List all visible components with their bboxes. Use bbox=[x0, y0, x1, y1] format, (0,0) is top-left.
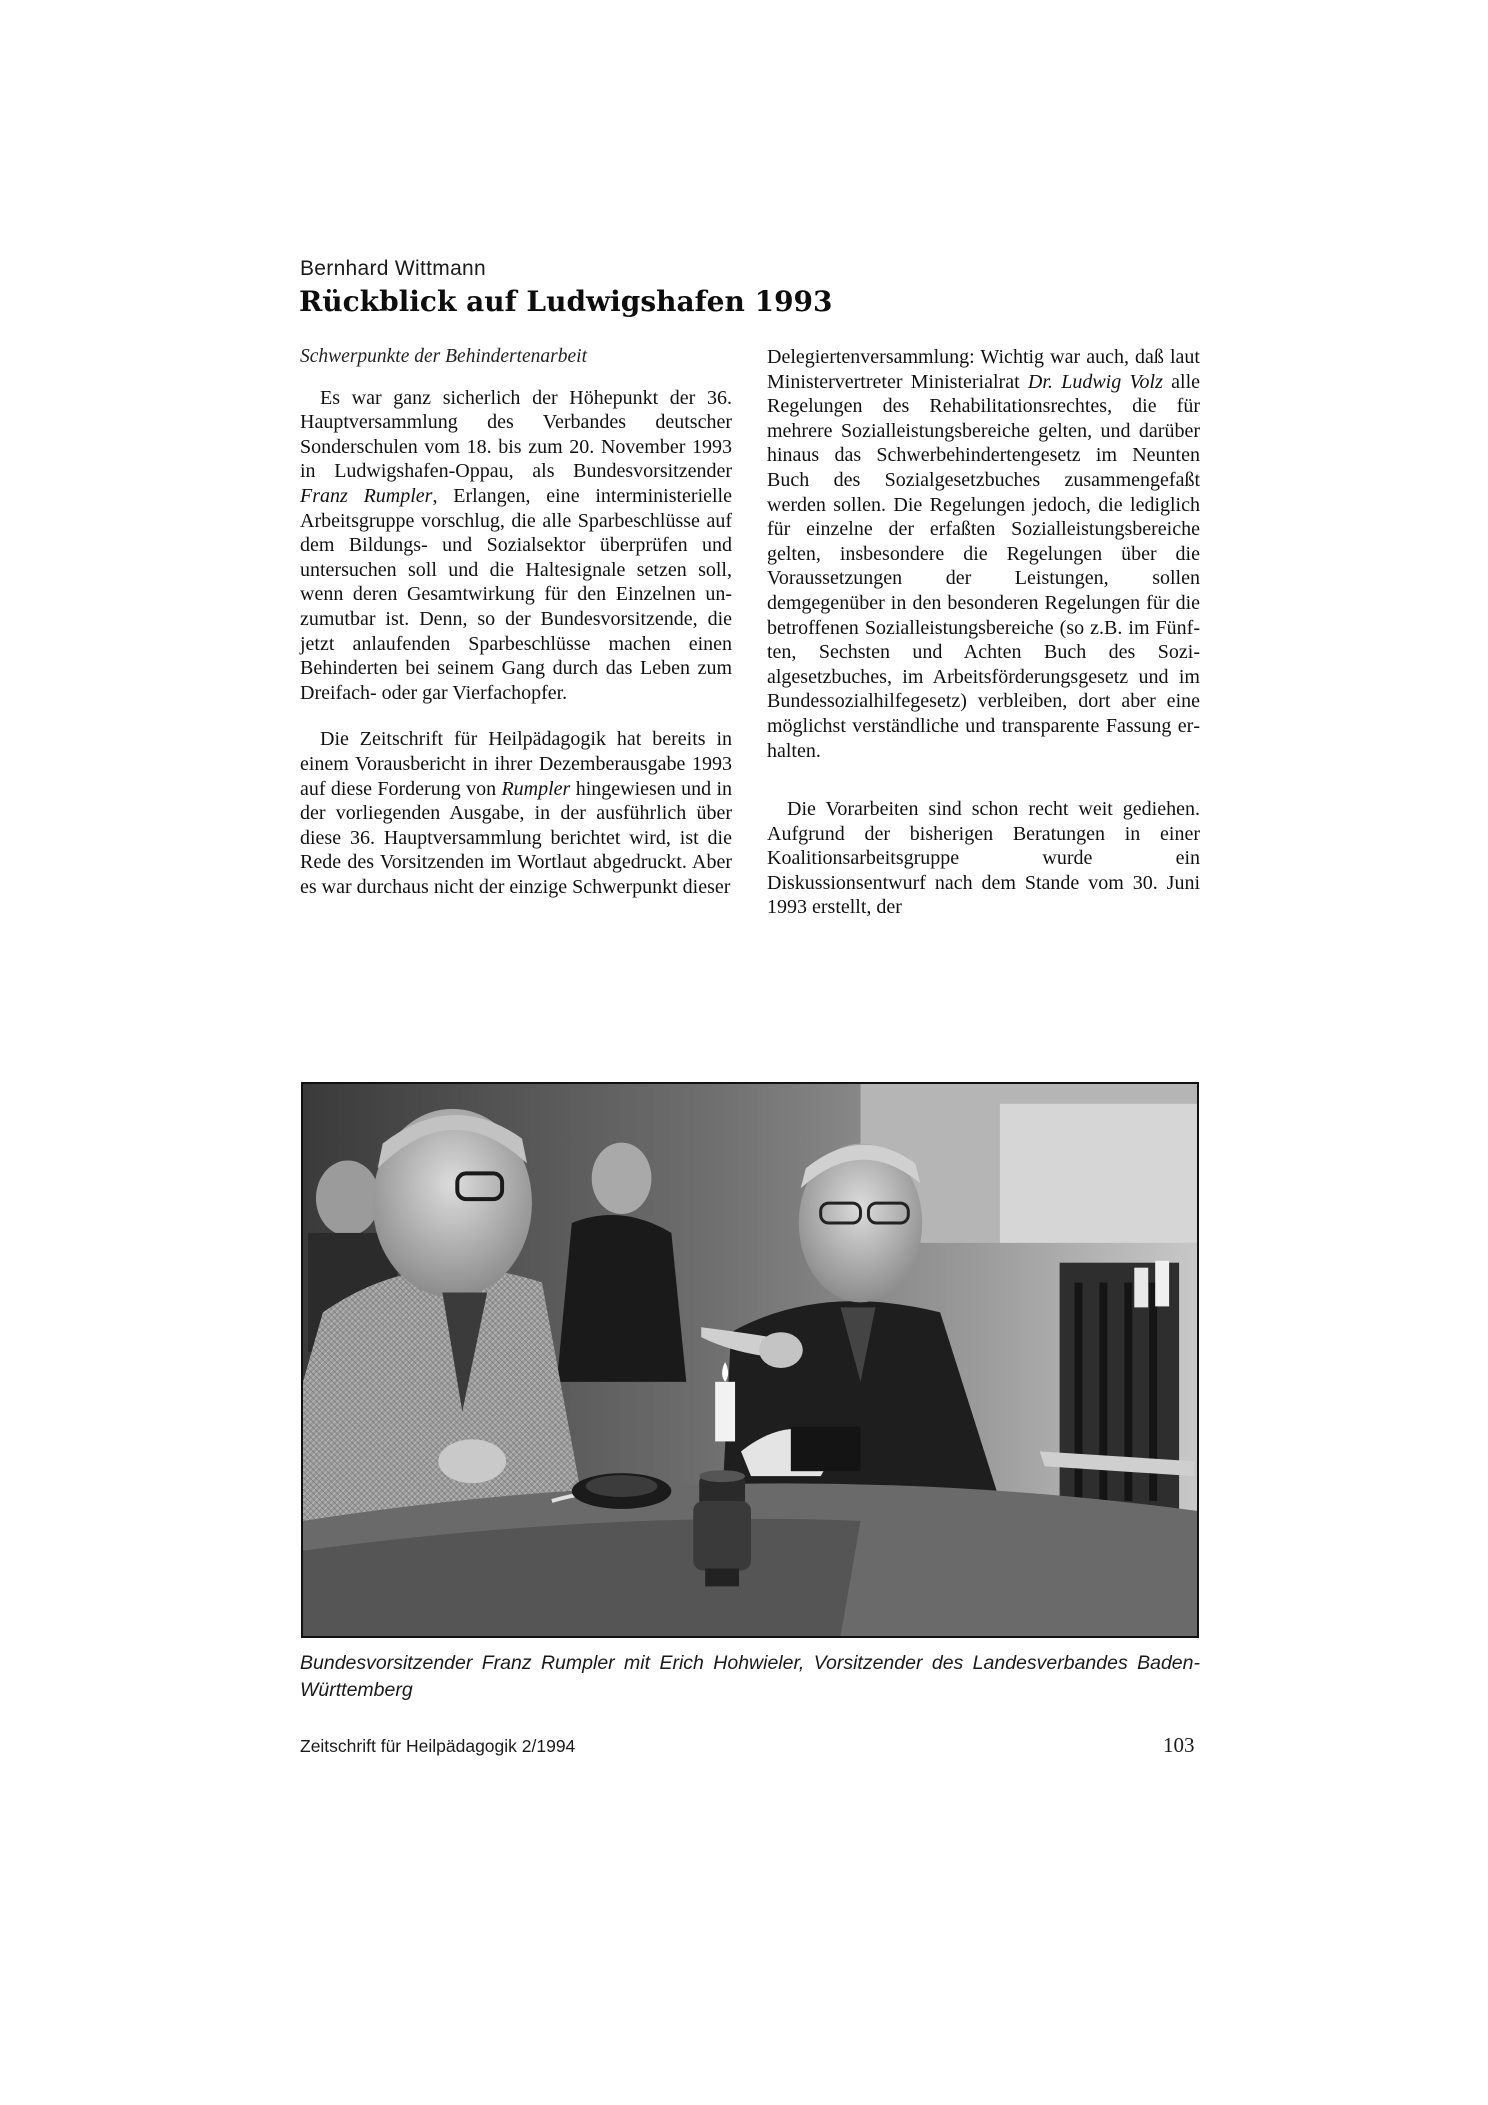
text-run: hingewiesen und in der vorliegenden Ausgabe, in der ausführlich über diese 36. Hauptversammlung berichtet wird, ist die Rede des Vorsitzenden im Wortlaut abgedruckt. Aber es war durchaus nicht der einzige Schwerpunkt dieser bbox=[300, 777, 732, 898]
paragraph bbox=[767, 345, 1200, 763]
text-run: , Erlangen, eine interministerielle Arbeitsgruppe vorschlug, die alle Sparbeschlüsse auf dem Bildungs- und Sozialsektor überprüfen und untersuchen soll und die Haltesignale setzen soll, wenn deren Gesamtwirkung für den Einzelnen unzumutbar ist. Denn, so der Bundesvorsitzende, die jetzt anlaufenden Sparbeschlüsse machen einen Behinderten bei seinem Gang durch das Leben zum Dreifach- oder gar Vierfachopfer. bbox=[300, 484, 732, 704]
photo-two-men-at-table bbox=[301, 1082, 1199, 1638]
person-name: Franz Rumpler bbox=[300, 484, 433, 507]
photo-illustration bbox=[303, 1084, 1197, 1636]
text-run: Die Zeitschrift für Heilpädagogik hat bereits in einem Vorausbericht in ihrer Dezemberausgabe 1993 auf diese Forderung von bbox=[300, 728, 732, 800]
text-run: alle Regelungen des Rehabilitationsrechtes, die für mehrere Sozialleistungsbereiche gelten, und darüber hinaus das Schwerbehindertengesetz im Neunten Buch des Sozialgesetzbuches zusammengefaßt werden sollen. Die Regelungen jedoch, die lediglich für einzelne der erfaßten Sozialleistungsbereiche gelten, insbesondere die Regelungen über die Voraussetzungen der Leistungen, sollen demgegenüber in den besonderen Regelungen für die betroffenen Sozialleistungsbereiche (so z.B. im Fünften, Sechsten und Achten Buch des Sozialgesetzbuches, im Arbeitsförderungsgesetz und im Bundessozialhilfegesetz) verbleiben, dort aber eine möglichst verständliche und transparente Fassung erhalten. bbox=[767, 370, 1201, 762]
footer-journal-issue: Zeitschrift für Heilpädagogik 2/1994 bbox=[300, 1736, 576, 1756]
person-name: Rumpler bbox=[501, 777, 571, 800]
article-subheading: Schwerpunkte der Behindertenarbeit bbox=[300, 346, 588, 367]
person-name: Dr. Ludwig Volz bbox=[1027, 370, 1163, 393]
paragraph bbox=[300, 386, 732, 706]
paragraph bbox=[300, 727, 732, 899]
article-title: Rückblick auf Ludwigshafen 1993 bbox=[299, 285, 833, 318]
text-column-left bbox=[300, 345, 732, 899]
text-run: Delegiertenversammlung: Wichtig war auch, daß laut Ministervertreter Ministerialrat bbox=[767, 346, 1200, 393]
photo-caption: Bundesvorsitzender Franz Rumpler mit Erich Hohwieler, Vorsitzender des Landesverbandes Baden-Württemberg bbox=[300, 1652, 1200, 1701]
text-column-right bbox=[767, 345, 1200, 920]
article-author: Bernhard Wittmann bbox=[300, 257, 487, 280]
text-run: Es war ganz sicherlich der Höhepunkt der 36. Hauptversammlung des Verbandes deutscher Sonderschulen vom 18. bis zum 20. November 1993 in Ludwigshafen-Oppau, als Bundesvorsitzender bbox=[300, 386, 732, 483]
page-number: 103 bbox=[1163, 1733, 1195, 1757]
paragraph: Die Vorarbeiten sind schon recht weit gediehen. Aufgrund der bisherigen Beratungen in einer Koalitionsarbeitsgruppe wurde ein Diskussionsentwurf nach dem Stande vom 30. Juni 1993 erstellt, der bbox=[767, 798, 1200, 919]
